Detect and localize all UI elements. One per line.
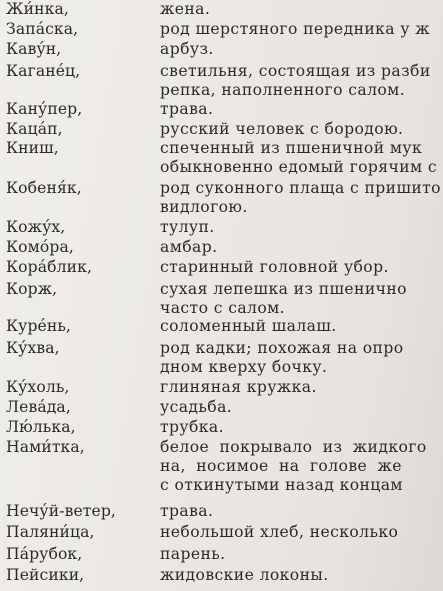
definition-line: тулуп. xyxy=(160,218,215,236)
entry-term: Пейсики, xyxy=(6,566,85,584)
definition-line: соломенный шалаш. xyxy=(160,317,337,335)
entry-definition xyxy=(160,0,210,19)
entry-definition xyxy=(160,317,337,336)
definition-line: жидовские локоны. xyxy=(160,566,329,584)
entry-definition xyxy=(160,238,217,257)
definition-line: часто с салом. xyxy=(160,299,286,317)
entry-definition xyxy=(160,62,431,100)
entry-term: Нечу́й-ветер, xyxy=(6,502,116,520)
definition-line: русский человек с бородою. xyxy=(160,120,404,138)
entry-definition xyxy=(160,258,389,277)
entry-definition xyxy=(160,218,215,237)
definition-line: спеченный из пшеничной мук xyxy=(160,139,423,157)
definition-line: обыкновенно едомый горячим с xyxy=(160,158,438,176)
entry-definition xyxy=(160,339,404,377)
definition-line: усадьба. xyxy=(160,398,233,416)
definition-line: сухая лепешка из пшенично xyxy=(160,280,407,298)
definition-line: род кадки; похожая на опро xyxy=(160,339,404,357)
entry-definition xyxy=(160,398,232,417)
entry-definition xyxy=(160,139,437,177)
definition-line: с откинутыми назад концам xyxy=(160,476,403,494)
entry-term: Каца́п, xyxy=(6,120,63,138)
definition-line: амбар. xyxy=(160,238,218,256)
definition-line: небольшой хлеб, несколько xyxy=(160,523,399,541)
entry-term: Нами́тка, xyxy=(6,438,85,456)
entry-term: Комо́ра, xyxy=(6,238,74,256)
entry-term: Корж, xyxy=(6,280,58,298)
entry-term: Кожу́х, xyxy=(6,218,66,236)
definition-line: видлогою. xyxy=(160,198,248,216)
entry-definition xyxy=(160,438,427,495)
entry-term: Каву́н, xyxy=(6,40,62,58)
definition-line: арбуз. xyxy=(160,40,214,58)
entry-definition xyxy=(160,120,403,139)
entry-definition xyxy=(160,502,213,521)
entry-term: Книш, xyxy=(6,139,59,157)
definition-line: глиняная кружка. xyxy=(160,378,317,396)
entry-definition xyxy=(160,378,317,397)
entry-term: Куре́нь, xyxy=(6,317,71,335)
entry-term: Кобеня́к, xyxy=(6,179,82,197)
entry-definition xyxy=(160,545,226,564)
entry-definition xyxy=(160,280,407,318)
entry-term: Ку́холь, xyxy=(6,378,70,396)
entry-term: Запа́ска, xyxy=(6,20,79,38)
definition-line: трава. xyxy=(160,502,214,520)
entry-definition xyxy=(160,20,430,39)
entry-definition xyxy=(160,40,214,59)
definition-line: жена. xyxy=(160,0,211,18)
entry-term: Кану́пер, xyxy=(6,100,83,118)
definition-line: на, носимое на голове же xyxy=(160,457,402,475)
definition-line: белое покрывало из жидкого xyxy=(160,438,427,456)
definition-line: старинный головной убор. xyxy=(160,258,389,276)
entry-term: Лева́да, xyxy=(6,398,71,416)
entry-term: Жи́нка, xyxy=(6,0,69,18)
definition-line: репка, наполненного салом. xyxy=(160,81,406,99)
definition-line: трава. xyxy=(160,100,214,118)
entry-definition xyxy=(160,100,213,119)
definition-line: трубка. xyxy=(160,418,224,436)
definition-line: род суконного плаща с пришито xyxy=(160,179,441,197)
entry-term: Ку́хва, xyxy=(6,339,60,357)
entry-definition xyxy=(160,179,441,217)
definition-line: парень. xyxy=(160,545,226,563)
definition-line: род шерстяного передника у ж xyxy=(160,20,431,38)
definition-line: дном кверху бочку. xyxy=(160,358,328,376)
entry-definition xyxy=(160,566,329,585)
entry-term: Кора́блик, xyxy=(6,258,93,276)
entry-term: Лю́лька, xyxy=(6,418,76,436)
entry-term: Кагане́ц, xyxy=(6,62,81,80)
entry-term: Паляни́ца, xyxy=(6,523,95,541)
entry-definition xyxy=(160,523,398,542)
definition-line: светильня, состоящая из разби xyxy=(160,62,431,80)
entry-term: Па́рубок, xyxy=(6,545,83,563)
entry-definition xyxy=(160,418,224,437)
